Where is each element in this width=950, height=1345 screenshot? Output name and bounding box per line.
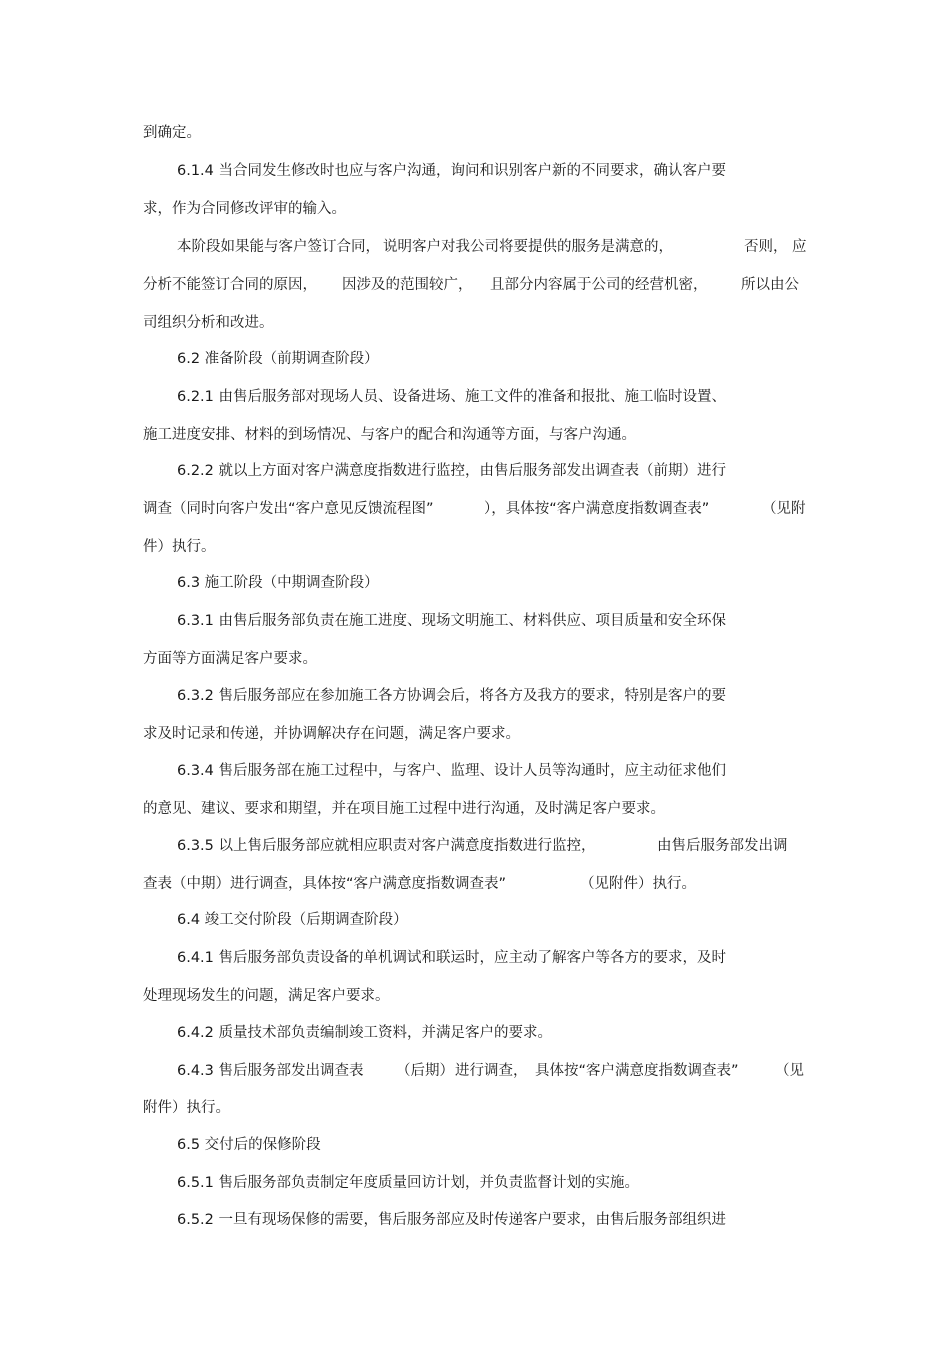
text-segment: 6.5.1 售后服务部负责制定年度质量回访计划，并负责监督计划的实施。 <box>177 1175 640 1191</box>
text-segment: 件）执行。 <box>143 539 216 555</box>
text-segment: 6.4.2 质量技术部负责编制竣工资料，并满足客户的要求。 <box>177 1025 553 1041</box>
paragraph-line <box>0 234 950 260</box>
text-segment: 所以由公 <box>741 277 799 293</box>
text-segment: （见 <box>775 1063 804 1079</box>
text-segment: 附件）执行。 <box>143 1100 230 1116</box>
text-segment: 分析不能签订合同的原因， <box>143 277 317 293</box>
text-segment: 否则， <box>744 239 788 255</box>
paragraph-line <box>0 534 950 560</box>
text-segment: 处理现场发生的问题，满足客户要求。 <box>143 988 390 1004</box>
paragraph-line <box>0 1020 950 1046</box>
paragraph-line <box>0 158 950 184</box>
paragraph-line <box>0 1207 950 1233</box>
paragraph-line <box>0 196 950 222</box>
text-segment: 6.3.5 以上售后服务部应就相应职责对客户满意度指数进行监控， <box>177 838 596 854</box>
text-segment: 查表（中期）进行调查，具体按“客户满意度指数调查表” <box>143 876 507 892</box>
paragraph-line <box>0 422 950 448</box>
paragraph-line <box>0 1095 950 1121</box>
section-heading <box>0 1132 950 1158</box>
text-segment: 且部分内容属于公司的经营机密， <box>490 277 708 293</box>
text-segment: 因涉及的范围较广， <box>342 277 473 293</box>
text-segment: 6.3.4 售后服务部在施工过程中，与客户、监理、设计人员等沟通时，应主动征求他们 <box>177 763 727 779</box>
text-segment: 的意见、建议、要求和期望，并在项目施工过程中进行沟通，及时满足客户要求。 <box>143 801 665 817</box>
paragraph-line <box>0 1170 950 1196</box>
text-segment: 6.4.3 售后服务部发出调查表 <box>177 1063 364 1079</box>
text-segment: 由售后服务部发出调 <box>657 838 788 854</box>
text-segment: 6.1.4 当合同发生修改时也应与客户沟通，询问和识别客户新的不同要求，确认客户要 <box>177 163 727 179</box>
text-segment: 到确定。 <box>143 125 201 141</box>
paragraph-line <box>0 310 950 336</box>
text-segment: 本阶段如果能与客户签订合同， <box>177 239 380 255</box>
text-segment: 方面等方面满足客户要求。 <box>143 651 317 667</box>
text-segment: （见附 <box>762 501 806 517</box>
paragraph-line <box>0 983 950 1009</box>
text-segment: 进行调查， <box>455 1063 528 1079</box>
text-segment: 6.3 施工阶段（中期调查阶段） <box>177 575 379 591</box>
text-segment: 施工进度安排、材料的到场情况、与客户的配合和沟通等方面，与客户沟通。 <box>143 427 636 443</box>
paragraph-line <box>0 721 950 747</box>
paragraph-line <box>0 646 950 672</box>
text-segment: 司组织分析和改进。 <box>143 315 274 331</box>
section-heading <box>0 907 950 933</box>
paragraph-line <box>0 796 950 822</box>
paragraph-line <box>0 945 950 971</box>
text-segment: 说明客户对我公司将要提供的服务是满意的， <box>383 239 673 255</box>
paragraph-line <box>0 871 950 897</box>
section-heading <box>0 346 950 372</box>
paragraph-line <box>0 496 950 522</box>
paragraph-line <box>0 683 950 709</box>
text-segment: 6.2 准备阶段（前期调查阶段） <box>177 351 379 367</box>
text-segment: 6.2.1 由售后服务部对现场人员、设备进场、施工文件的准备和报批、施工临时设置、 <box>177 389 727 405</box>
paragraph-line <box>0 1058 950 1084</box>
text-segment: 调查（同时向客户发出“客户意见反馈流程图” <box>143 501 434 517</box>
text-segment: 6.3.2 售后服务部应在参加施工各方协调会后，将各方及我方的要求，特别是客户的要 <box>177 688 727 704</box>
text-segment: 求及时记录和传递，并协调解决存在问题，满足客户要求。 <box>143 726 520 742</box>
paragraph-line <box>0 458 950 484</box>
text-segment: 6.3.1 由售后服务部负责在施工进度、现场文明施工、材料供应、项目质量和安全环保 <box>177 613 727 629</box>
paragraph-line <box>0 272 950 298</box>
text-segment: 6.5 交付后的保修阶段 <box>177 1137 321 1153</box>
paragraph-line <box>0 120 950 146</box>
text-segment: 求，作为合同修改评审的输入。 <box>143 201 346 217</box>
paragraph-line <box>0 384 950 410</box>
text-segment: （后期） <box>396 1063 454 1079</box>
text-segment: 具体按“客户满意度指数调查表” <box>535 1063 739 1079</box>
paragraph-line <box>0 608 950 634</box>
paragraph-line <box>0 758 950 784</box>
text-segment: ），具体按“客户满意度指数调查表” <box>484 501 710 517</box>
text-segment: 6.2.2 就以上方面对客户满意度指数进行监控，由售后服务部发出调查表（前期）进行 <box>177 463 727 479</box>
text-segment: 应 <box>792 239 807 255</box>
text-segment: 6.5.2 一旦有现场保修的需要，售后服务部应及时传递客户要求，由售后服务部组织进 <box>177 1212 727 1228</box>
text-segment: 6.4 竣工交付阶段（后期调查阶段） <box>177 912 408 928</box>
text-segment: （见附件）执行。 <box>580 876 696 892</box>
text-segment: 6.4.1 售后服务部负责设备的单机调试和联运时，应主动了解客户等各方的要求，及时 <box>177 950 727 966</box>
section-heading <box>0 570 950 596</box>
paragraph-line <box>0 833 950 859</box>
